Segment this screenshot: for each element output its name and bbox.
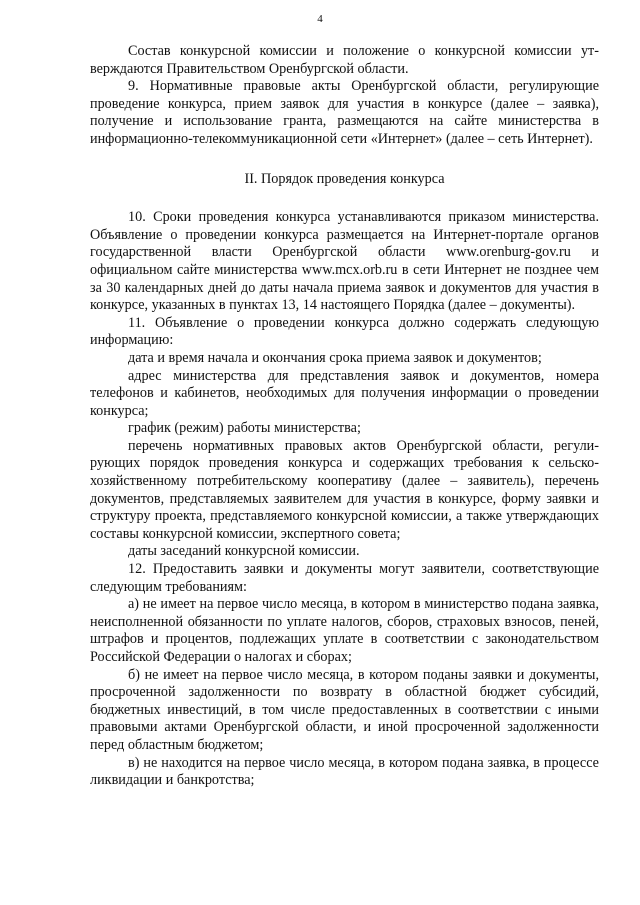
paragraph-commission-composition: Состав конкурсной комиссии и положение о конкурсной комиссии утверждаются Правительством Оренбургской области. bbox=[90, 43, 599, 77]
paragraph-11-item-address: адрес министерства для представления заявок и документов, номера телефонов и кабинетов, необходимых для получения информации о проведении конкурса; bbox=[90, 367, 599, 419]
paragraph-11: 11. Объявление о проведении конкурса должно содержать следующую информацию: bbox=[90, 314, 599, 349]
section-heading: II. Порядок проведения конкурса bbox=[244, 170, 445, 187]
page-number: 4 bbox=[317, 13, 323, 25]
paragraph-12-item-v: в) не находится на первое число месяца, в котором подана заявка, в процессе ликвидации и банкротства; bbox=[90, 754, 599, 789]
paragraph-12: 12. Предоставить заявки и документы могут заявители, соответствующие следующим требованиям: bbox=[90, 561, 599, 595]
paragraph-11-item-dates: дата и время начала и окончания срока приема заявок и документов; bbox=[128, 349, 542, 366]
paragraph-9: 9. Нормативные правовые акты Оренбургской области, регулирующие проведение конкурса, прием заявок для участия в конкурсе (далее – заявка), получение и использование гранта, размещаются на сайте министерства в информационно-телекоммуникационной сети «Интернет» (далее – сеть Интернет). bbox=[90, 78, 599, 147]
paragraph-11-item-schedule: график (режим) работы министерства; bbox=[128, 420, 361, 437]
paragraph-11-item-meeting-dates: даты заседаний конкурсной комиссии. bbox=[128, 543, 360, 560]
document-body bbox=[90, 43, 599, 790]
paragraph-12-item-a: а) не имеет на первое число месяца, в котором в министерство подана заявка, неисполненной обязанности по уплате налогов, сборов, страховых взносов, пеней, штрафов и процентов, подлежащих уплате в соответствии с законодательством Российской Федерации о налогах и сборах; bbox=[90, 596, 599, 665]
paragraph-10: 10. Сроки проведения конкурса устанавливаются приказом министерства. Объявление о проведении конкурса размещается на Интернет-портале органов государственной власти Оренбургской области www.orenburg-gov.ru и официальном сайте министерства www.mcx.orb.ru в сети Интернет не позднее чем за 30 календарных дней до даты начала приема заявок и документов для участия в конкурсе, указанных в пунктах 13, 14 настоящего Порядка (далее – документы). bbox=[90, 209, 599, 314]
paragraph-12-item-b: б) не имеет на первое число месяца, в котором поданы заявки и документы, просроченной задолженности по возврату в областной бюджет субсидий, бюджетных инвестиций, в том числе предоставленных в соответствии с иными правовыми актами Оренбургской области, и иной просроченной задолженности перед областным бюджетом; bbox=[90, 666, 599, 753]
paragraph-11-item-legal-acts: перечень нормативных правовых актов Оренбургской области, регулирующих порядок проведения конкурса и содержащих требования к сельскохозяйственному потребительскому кооперативу (далее – заявитель), перечень документов, представляемых заявителем для участия в конкурсе, форму заявки и структуру проекта, представляемого конкурсной комиссии, а также утверждающих составы конкурсной комиссии, экспертного совета; bbox=[90, 437, 599, 542]
